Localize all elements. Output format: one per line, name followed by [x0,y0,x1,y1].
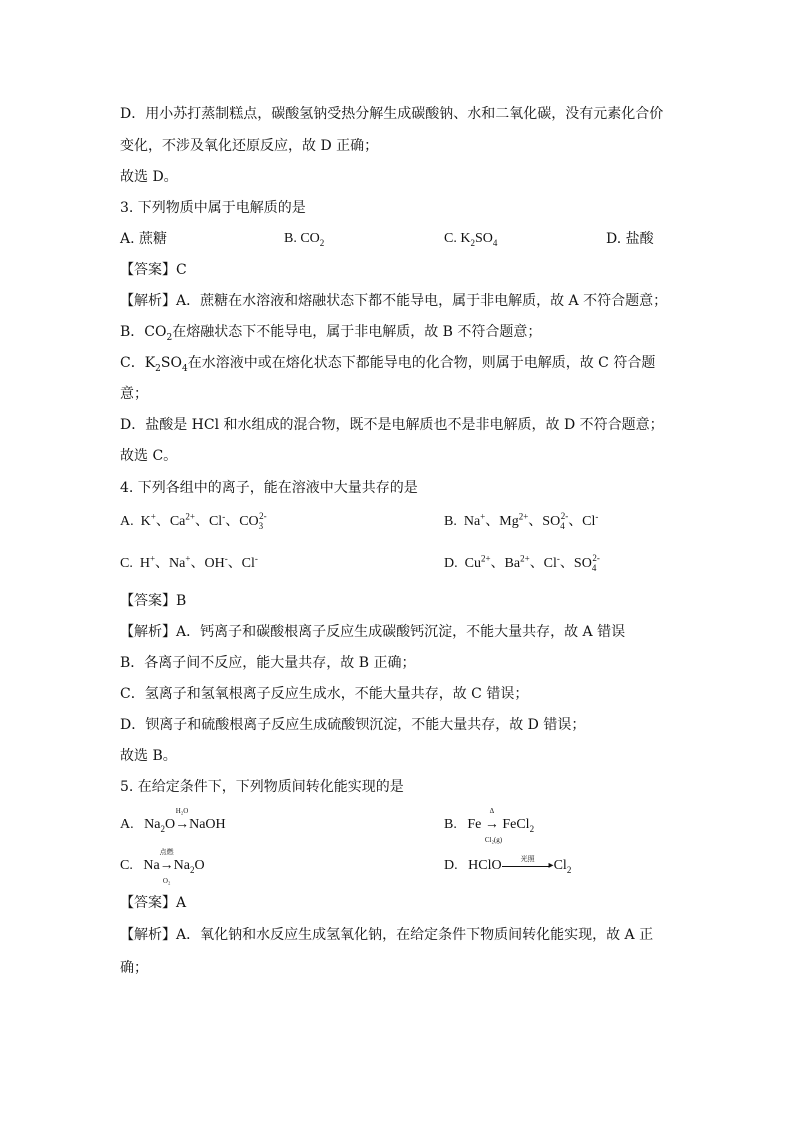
q3-explanation-b: B．$CO_2$在熔融状态下不能导电，属于非电解质，故 B 不符合题意； [120,324,542,343]
q4-explanation-c: C．氢离子和氢氧根离子反应生成水，不能大量共存，故 C 错误； [120,686,529,702]
q3-option-c: C. $K_2SO_4$ [444,231,498,248]
q4-conclusion: 故选 B。 [120,748,177,764]
q5-explanation-a-cont: 确； [120,960,148,976]
q5-option-d: D. HClO 光照 ▸ $Cl_2$ [444,854,572,875]
q4-option-b: B. Na+、$Mg^{2+}$、$SO_4^{2-}$、Cl- [444,511,599,531]
q4-explanation-b: B．各离子间不反应，能大量共存，故 B 正确； [120,655,416,671]
q5-c-reaction-arrow: 点燃 → O₂ [159,848,174,885]
q5-option-c: C. Na 点燃 → O₂ $Na_2O$ [120,848,205,885]
q3-explanation-d: D．盐酸是 HCl 和水组成的混合物，既不是电解质也不是非电解质，故 D 不符合题意； [120,417,664,433]
q3-conclusion: 故选 C。 [120,448,178,464]
q3-explanation-c-cont: 意； [120,386,148,402]
q4-option-d: D. $Cu^{2+}$、$Ba^{2+}$、Cl-、$SO_4^{2-}$ [444,553,600,573]
q3-option-d: D. 盐酸 [606,231,654,247]
q3-explanation-a: 【解析】A．蔗糖在水溶液和熔融状态下都不能导电，属于非电解质，故 A 不符合题意； [120,293,668,309]
q5-option-a: A. $Na_2O$ H₂O →NaOH [120,807,226,835]
q5-explanation-a: 【解析】A．氧化钠和水反应生成氢氧化钠，在给定条件下物质间转化能实现，故 A 正 [120,927,654,943]
q4-explanation-a: 【解析】A．钙离子和碳酸根离子反应生成碳酸钙沉淀，不能大量共存，故 A 错误 [120,624,626,640]
q2-option-d-explanation-cont: 变化，不涉及氧化还原反应，故 D 正确； [120,138,379,154]
q5-option-b: B. Fe Δ → Cl₂(g) FeCl$_2$ [444,807,535,844]
q5-stem: 5. 在给定条件下，下列物质间转化能实现的是 [120,779,404,795]
q5-d-reaction-arrow: 光照 ▸ [502,861,554,871]
q3-answer: 【答案】C [120,262,187,278]
q4-explanation-d: D．钡离子和硫酸根离子反应生成硫酸钡沉淀，不能大量共存，故 D 错误； [120,717,586,733]
q4-answer: 【答案】B [120,593,187,609]
q5-answer: 【答案】A [120,895,187,911]
q4-option-a: A. K+、$Ca^{2+}$、Cl-、$CO_3^{2-}$ [120,511,267,531]
q4-stem: 4. 下列各组中的离子，能在溶液中大量共存的是 [120,480,418,496]
q5-b-reaction-arrow: Δ → Cl₂(g) [484,807,503,844]
q4-option-c: C. H+、Na+、OH-、Cl- [120,553,258,571]
q3-option-b: B. $CO_2$ [284,231,325,248]
q3-explanation-c: C．$K_2SO_4$在水溶液中或在熔化状态下都能导电的化合物，则属于电解质，故 C 符合题 [120,355,656,374]
q2-option-d-explanation: D．用小苏打蒸制糕点，碳酸氢钠受热分解生成碳酸钠、水和二氧化碳，没有元素化合价 [120,106,664,122]
q3-stem: 3. 下列物质中属于电解质的是 [120,200,306,216]
q3-option-a: A. 蔗糖 [120,231,168,247]
q2-conclusion: 故选 D。 [120,169,178,185]
q5-a-reaction-arrow: H₂O → [175,807,190,832]
